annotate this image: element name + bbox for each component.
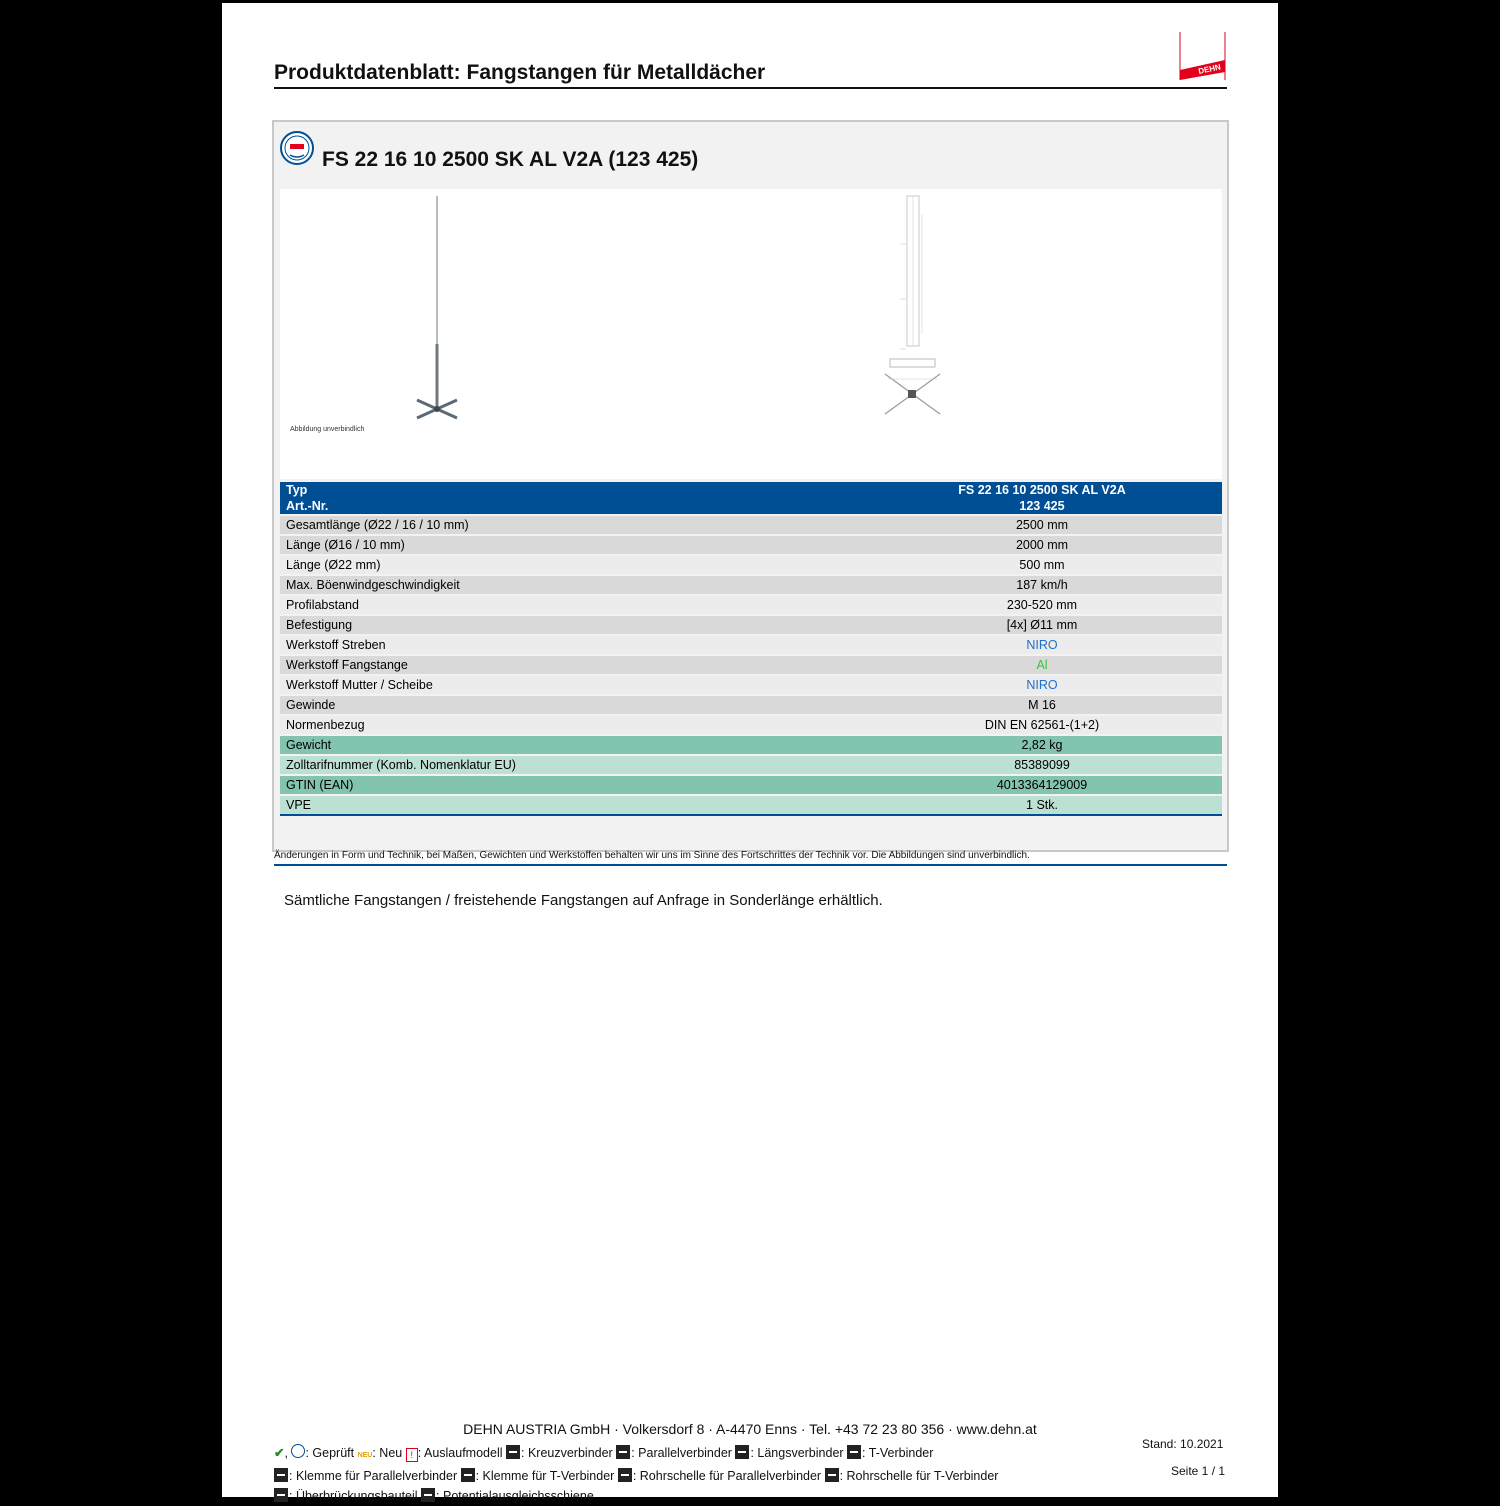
- clamp-t-icon: [461, 1468, 475, 1482]
- legend-rohr-parallel: : Rohrschelle für Parallelverbinder: [632, 1469, 822, 1483]
- table-row: [280, 696, 1222, 714]
- title-divider: [274, 87, 1227, 89]
- discontinued-icon: !: [406, 1448, 418, 1462]
- new-badge-icon: NEU: [357, 1452, 373, 1459]
- product-box: [272, 120, 1229, 852]
- header-values: [856, 482, 1222, 514]
- header-label-typ: Typ: [286, 483, 308, 497]
- row-label: Gewinde: [280, 696, 856, 714]
- legend-kreuz: : Kreuzverbinder: [521, 1446, 613, 1460]
- table-row: [280, 736, 1222, 754]
- row-value: 2500 mm: [856, 516, 1222, 534]
- row-label: Max. Böenwindgeschwindigkeit: [280, 576, 856, 594]
- datasheet-page: [222, 3, 1278, 1503]
- table-row: [280, 796, 1222, 816]
- legend-separator: ,: [284, 1446, 288, 1460]
- checkmark-icon: ✔: [274, 1446, 285, 1460]
- row-value: 187 km/h: [856, 576, 1222, 594]
- table-row: [280, 656, 1222, 674]
- row-value: Al: [856, 656, 1222, 674]
- row-value: NIRO: [856, 636, 1222, 654]
- document-title: Produktdatenblatt: Fangstangen für Metalldächer: [274, 61, 766, 84]
- legend-klemme-t: : Klemme für T-Verbinder: [475, 1469, 615, 1483]
- table-row: [280, 616, 1222, 634]
- row-value: 230-520 mm: [856, 596, 1222, 614]
- table-row: [280, 556, 1222, 574]
- row-label: Zolltarifnummer (Komb. Nomenklatur EU): [280, 756, 856, 774]
- symbol-legend: [274, 1443, 1034, 1506]
- dehn-logo: [1177, 30, 1227, 82]
- longitudinal-connector-icon: [735, 1445, 749, 1459]
- legend-rohr-t: : Rohrschelle für T-Verbinder: [839, 1469, 999, 1483]
- legend-ueberbrueckung: : Überbrückungsbauteil: [289, 1489, 418, 1503]
- table-row: [280, 716, 1222, 734]
- spec-table: [280, 480, 1222, 818]
- t-connector-icon: [847, 1445, 861, 1459]
- legend-klemme-parallel: : Klemme für Parallelverbinder: [289, 1469, 458, 1483]
- disclaimer-text: Änderungen in Form und Technik, bei Maßen, Gewichten und Werkstoffen behalten wir uns im Sinne des Fortschrittes der Technik vor. Die Abbildungen sind unverbindlich.: [274, 850, 1030, 861]
- header-value-artnr: 123 425: [1019, 499, 1065, 513]
- logo-text: DEHN: [1197, 62, 1222, 76]
- seal-icon: [291, 1444, 305, 1458]
- header-labels: [280, 482, 856, 514]
- row-value: 4013364129009: [856, 776, 1222, 794]
- legend-geprueft: : Geprüft: [305, 1446, 355, 1460]
- row-label: Werkstoff Mutter / Scheibe: [280, 676, 856, 694]
- table-row: [280, 676, 1222, 694]
- legend-parallel: : Parallelverbinder: [631, 1446, 732, 1460]
- revision-date: Stand: 10.2021: [1142, 1437, 1224, 1451]
- table-row: [280, 776, 1222, 794]
- pipe-clamp-t-icon: [825, 1468, 839, 1482]
- row-label: Werkstoff Fangstange: [280, 656, 856, 674]
- row-value: 2,82 kg: [856, 736, 1222, 754]
- special-length-note: Sämtliche Fangstangen / freistehende Fangstangen auf Anfrage in Sonderlänge erhältlich.: [284, 892, 883, 909]
- table-row: [280, 756, 1222, 774]
- product-photo: [380, 194, 580, 434]
- row-label: Gesamtlänge (Ø22 / 16 / 10 mm): [280, 516, 856, 534]
- row-value: M 16: [856, 696, 1222, 714]
- product-image-area: [280, 189, 1222, 479]
- row-value: NIRO: [856, 676, 1222, 694]
- row-value: 85389099: [856, 756, 1222, 774]
- product-title: FS 22 16 10 2500 SK AL V2A (123 425): [322, 148, 699, 171]
- row-value: 1 Stk.: [856, 796, 1222, 816]
- table-row: [280, 576, 1222, 594]
- table-row: [280, 596, 1222, 614]
- cross-connector-icon: [506, 1445, 520, 1459]
- row-value: [4x] Ø11 mm: [856, 616, 1222, 634]
- row-value: 2000 mm: [856, 536, 1222, 554]
- legend-auslauf: : Auslaufmodell: [417, 1446, 503, 1460]
- spec-header-row: [280, 482, 1222, 514]
- page-number: Seite 1 / 1: [1171, 1464, 1226, 1478]
- row-label: Länge (Ø22 mm): [280, 556, 856, 574]
- row-label: Länge (Ø16 / 10 mm): [280, 536, 856, 554]
- legend-laengs: : Längsverbinder: [750, 1446, 844, 1460]
- image-caption: Abbildung unverbindlich: [290, 426, 365, 433]
- row-label: Profilabstand: [280, 596, 856, 614]
- disclaimer-divider: [274, 864, 1227, 866]
- header-label-artnr: Art.-Nr.: [286, 499, 329, 513]
- legend-potential: : Potentialausgleichsschiene: [436, 1489, 594, 1503]
- pipe-clamp-parallel-icon: [618, 1468, 632, 1482]
- row-value: DIN EN 62561-(1+2): [856, 716, 1222, 734]
- row-label: Normenbezug: [280, 716, 856, 734]
- table-row: [280, 536, 1222, 554]
- quality-seal-icon: [280, 131, 314, 165]
- header-value-typ: FS 22 16 10 2500 SK AL V2A: [958, 483, 1126, 497]
- row-label: GTIN (EAN): [280, 776, 856, 794]
- row-label: Befestigung: [280, 616, 856, 634]
- technical-drawing: [860, 194, 980, 434]
- legend-neu: : Neu: [372, 1446, 403, 1460]
- row-value: 500 mm: [856, 556, 1222, 574]
- row-label: Gewicht: [280, 736, 856, 754]
- footer-company: DEHN AUSTRIA GmbH · Volkersdorf 8 · A-4470 Enns · Tel. +43 72 23 80 356 · www.dehn.at: [463, 1421, 1037, 1437]
- row-label: Werkstoff Streben: [280, 636, 856, 654]
- legend-t-verbinder: : T-Verbinder: [862, 1446, 934, 1460]
- clamp-parallel-icon: [274, 1468, 288, 1482]
- parallel-connector-icon: [616, 1445, 630, 1459]
- table-row: [280, 516, 1222, 534]
- table-row: [280, 636, 1222, 654]
- row-label: VPE: [280, 796, 856, 816]
